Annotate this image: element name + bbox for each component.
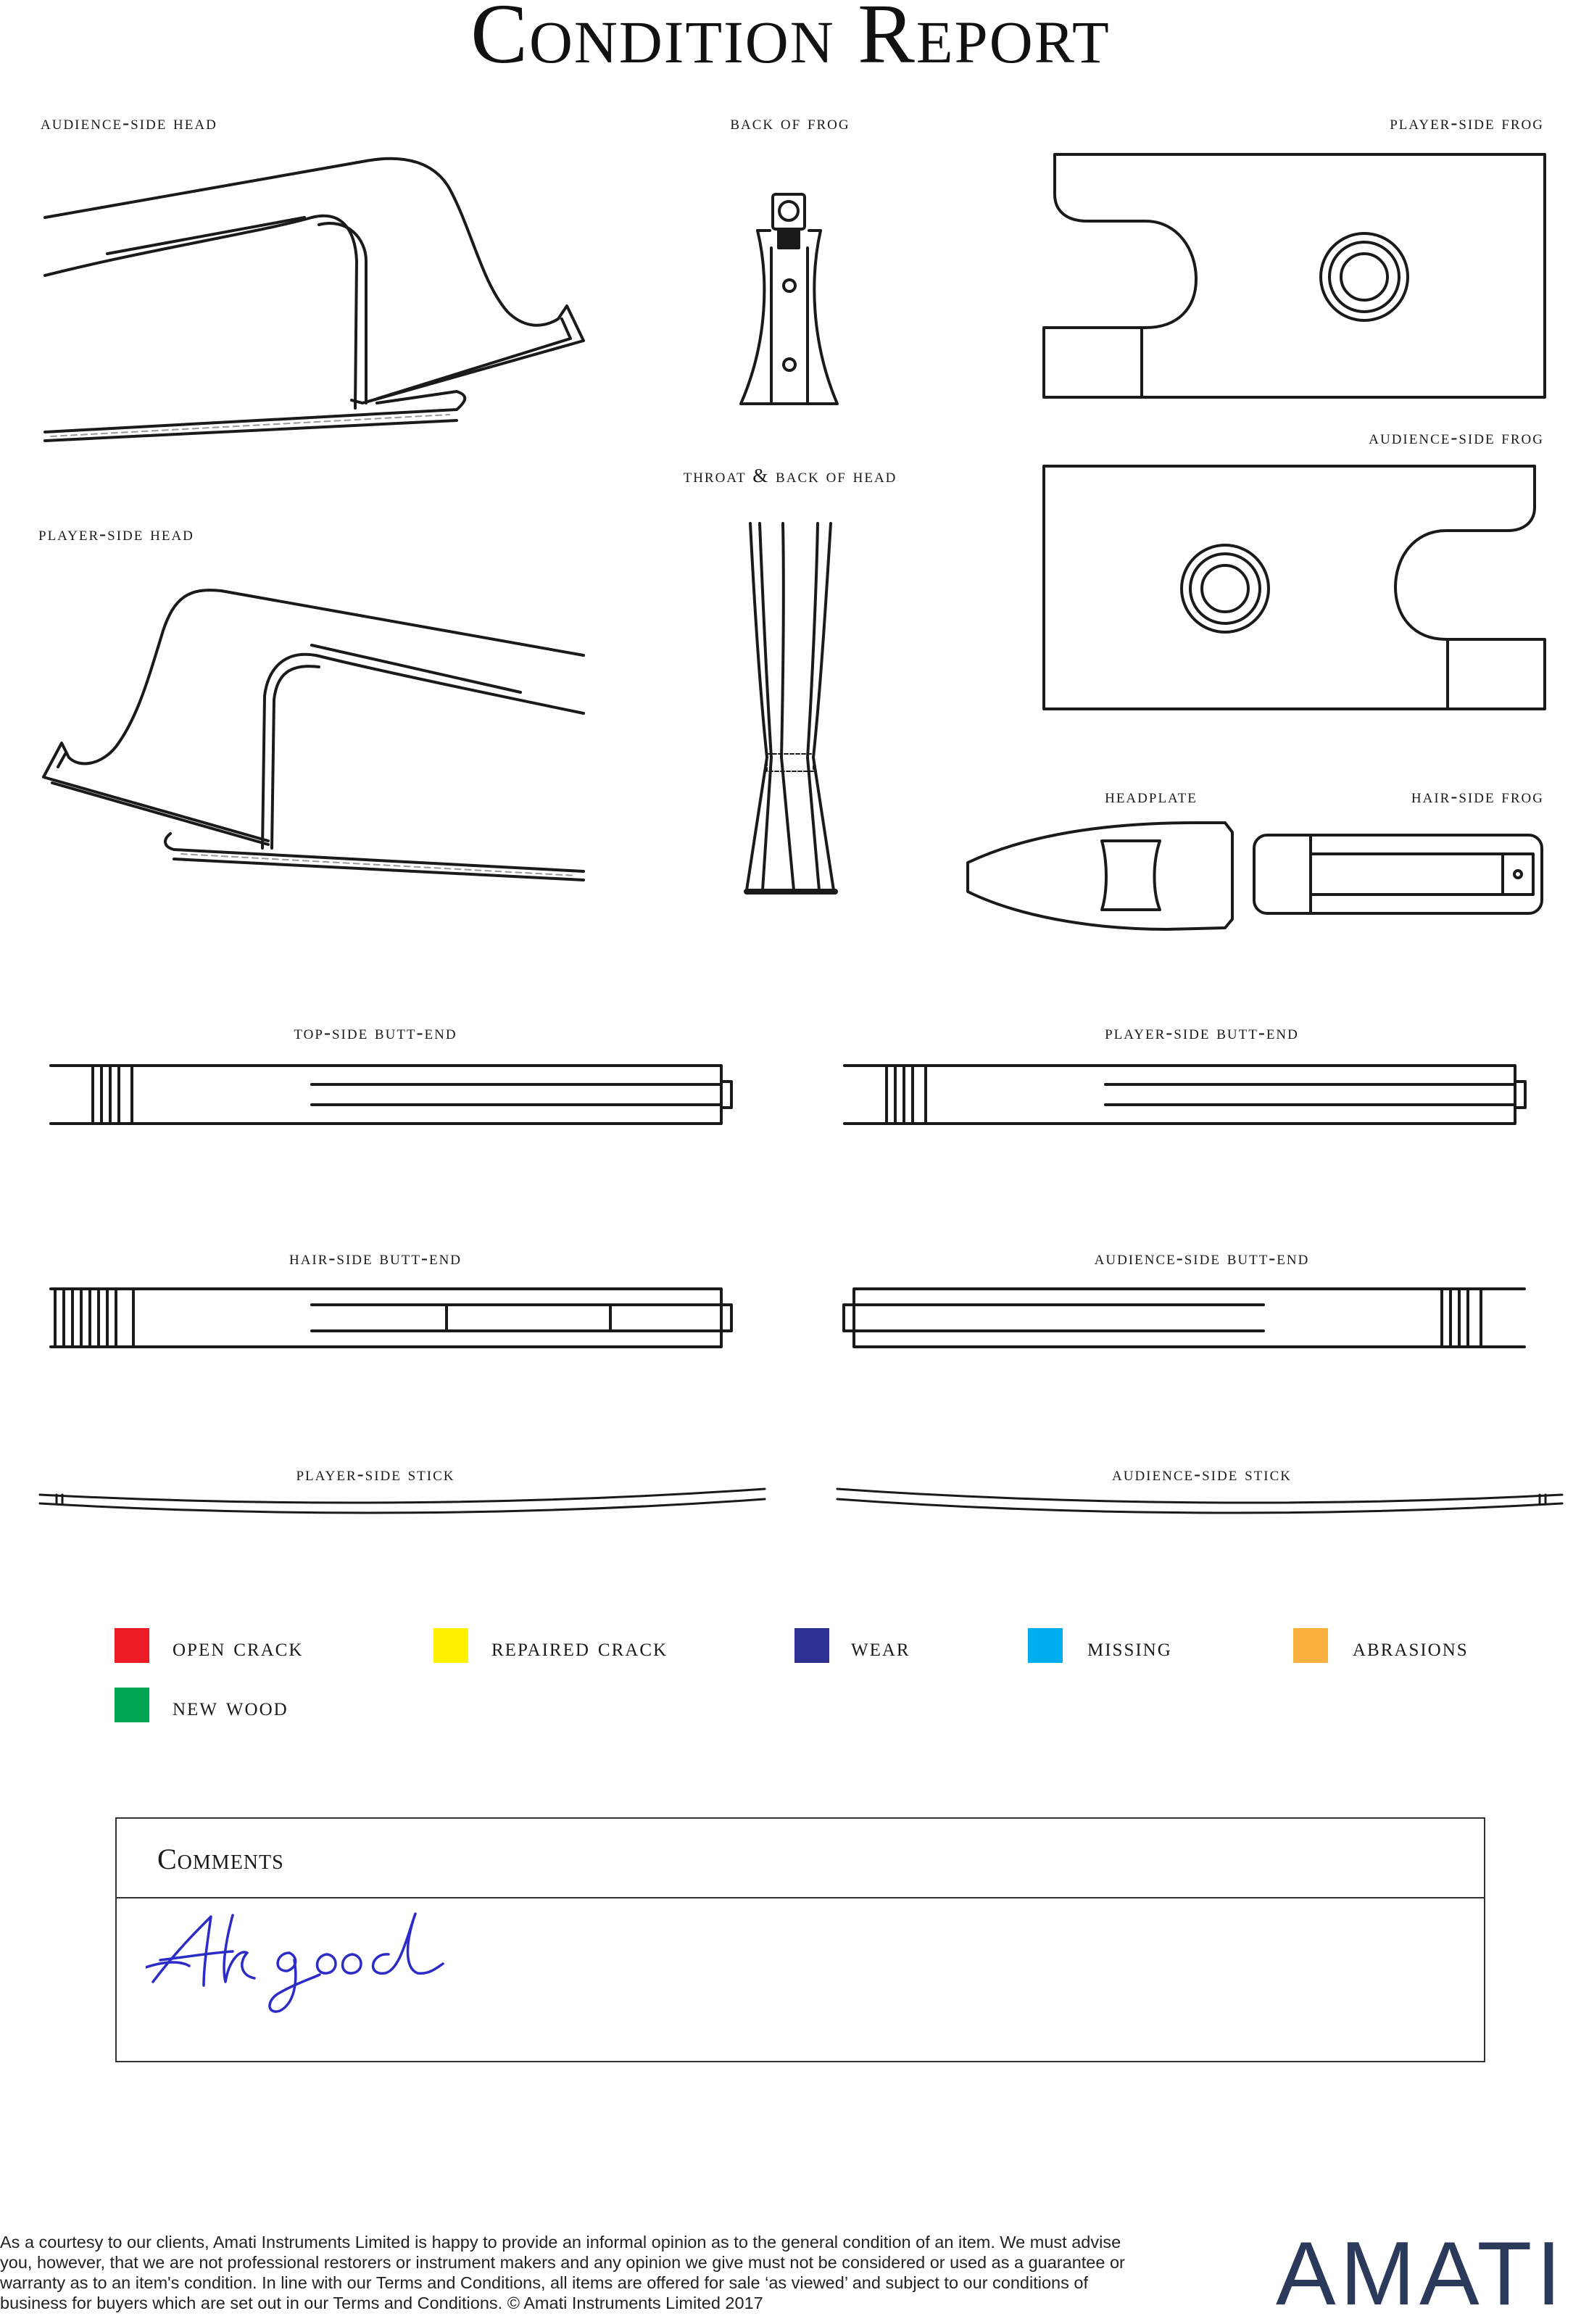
legend-swatch-abrasions xyxy=(1293,1628,1328,1663)
label-hair-side-butt-end: hair-side butt-end xyxy=(289,1247,462,1269)
legend-swatch-repaired-crack xyxy=(433,1628,468,1663)
disclaimer-text: As a courtesy to our clients, Amati Instruments Limited is happy to provide an informal opinion as to the general condition of an item. We must advise you, however, that we are not professional restorers or instrument makers and any opinion we give must not be considered or used as a guarantee or warranty as to an item's condition. In line with our Terms and Conditions, all items are offered for sale ‘as viewed’ and subject to our conditions of business for buyers which are set out in our Terms and Conditions. © Amati Instruments Limited 2017 xyxy=(0,2233,1125,2312)
label-player-side-stick: player-side stick xyxy=(296,1463,455,1485)
label-audience-side-head: audience-side head xyxy=(41,112,217,133)
amati-logo: AMATI xyxy=(1276,2224,1566,2324)
label-audience-side-frog: audience-side frog xyxy=(1369,426,1544,448)
label-throat-back-of-head: throat & back of head xyxy=(683,465,897,486)
legend-label-missing: missing xyxy=(1087,1632,1172,1661)
label-back-of-frog: back of frog xyxy=(730,112,850,133)
audience-side-stick-drawing xyxy=(837,1489,1562,1513)
audience-side-frog-drawing xyxy=(1044,466,1545,709)
legend-label-new-wood: new wood xyxy=(173,1692,289,1721)
label-headplate: headplate xyxy=(1105,785,1198,807)
comments-box[interactable] xyxy=(115,1817,1485,2062)
top-side-butt-end-drawing xyxy=(51,1066,731,1124)
player-side-stick-drawing xyxy=(40,1489,765,1513)
legend-swatch-missing xyxy=(1028,1628,1063,1663)
audience-side-butt-end-drawing xyxy=(844,1289,1524,1347)
legend-label-abrasions: abrasions xyxy=(1353,1632,1469,1661)
comments-header xyxy=(117,1819,1484,1898)
legend-label-open-crack: open crack xyxy=(173,1632,304,1661)
legend-swatch-wear xyxy=(794,1628,829,1663)
legend-swatch-new-wood xyxy=(115,1688,149,1722)
hair-side-frog-drawing xyxy=(1254,835,1542,913)
label-top-side-butt-end: top-side butt-end xyxy=(294,1021,457,1043)
comments-heading: Comments xyxy=(157,1843,284,1875)
label-hair-side-frog: hair-side frog xyxy=(1411,785,1544,807)
player-side-head-drawing xyxy=(43,590,584,880)
player-side-butt-end-drawing xyxy=(845,1066,1525,1124)
legend-label-wear: wear xyxy=(851,1632,910,1661)
legend-swatch-open-crack xyxy=(115,1628,149,1663)
label-player-side-head: player-side head xyxy=(38,523,194,544)
legend-label-repaired-crack: repaired crack xyxy=(491,1632,668,1661)
handwritten-note-strokes xyxy=(146,1914,443,2012)
page-title: Condition Report xyxy=(470,0,1111,81)
handwritten-note xyxy=(146,1909,465,2018)
headplate-drawing xyxy=(968,823,1232,929)
player-side-frog-drawing xyxy=(1044,154,1545,397)
audience-side-head-drawing xyxy=(45,159,584,441)
label-player-side-butt-end: player-side butt-end xyxy=(1105,1021,1299,1043)
label-player-side-frog: player-side frog xyxy=(1390,112,1544,133)
label-audience-side-butt-end: audience-side butt-end xyxy=(1094,1247,1310,1269)
hair-side-butt-end-drawing xyxy=(51,1289,731,1347)
back-of-frog-drawing xyxy=(741,194,837,404)
throat-drawing xyxy=(747,523,835,892)
label-audience-side-stick: audience-side stick xyxy=(1112,1463,1292,1485)
